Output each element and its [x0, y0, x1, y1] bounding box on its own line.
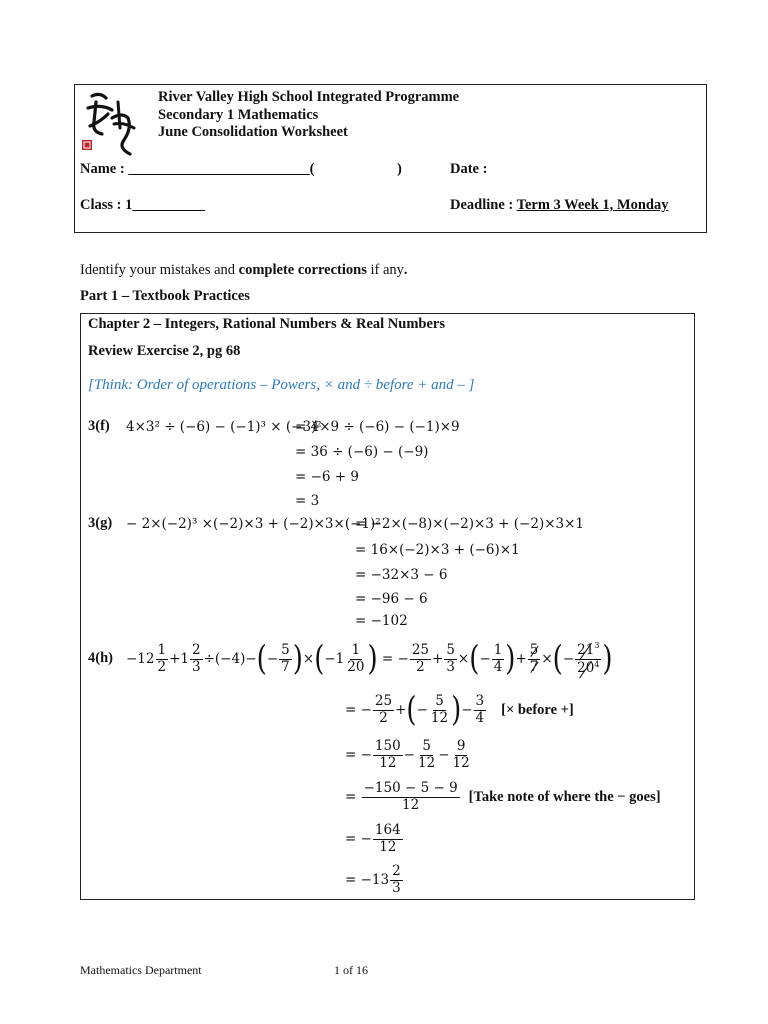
page-number: 1 of 16 — [334, 963, 368, 977]
q3g-step-2: = 16×(−2)×3 + (−6)×1 — [355, 542, 520, 558]
deadline-label-text: Deadline : — [450, 197, 514, 213]
question-3f-label: 3(f) — [88, 418, 110, 434]
footer-department: Mathematics Department — [80, 963, 202, 977]
subject-level: Secondary 1 Mathematics — [158, 107, 319, 123]
q4h-step-4: = − $\frac{164}{12}$ — [345, 821, 401, 855]
q3g-step-4: = −96 − 6 — [355, 591, 428, 607]
q4h-step-1: = − $\frac{25}{2}$ + ( − $\frac{5}{12}$ ) − $\frac{3}{4}$ [× before +] — [345, 690, 574, 730]
instructions-period: . — [403, 262, 408, 278]
deadline-label — [450, 197, 668, 214]
q3f-step-3: = −6 + 9 — [295, 469, 359, 485]
q3g-step-1: = −2×(−8)×(−2)×3 + (−2)×3×1 — [355, 516, 585, 532]
instructions-emphasis: complete corrections — [238, 262, 367, 278]
q4h-step-2: = − $\frac{150}{12}$ − $\frac{5}{12}$ − $\frac{9}{12}$ — [345, 737, 470, 771]
instructions — [80, 262, 408, 279]
q3f-expression: 4×3² ÷ (−6) − (−1)³ × (−3)² — [126, 419, 322, 435]
q3f-step-4: = 3 — [295, 493, 320, 509]
think-hint: [Think: Order of operations – Powers, × and ÷ before + and – ] — [88, 377, 475, 393]
q3f-step-1: = 4×9 ÷ (−6) − (−1)×9 — [295, 419, 460, 435]
q3f-step-2: = 36 ÷ (−6) − (−9) — [295, 444, 429, 460]
question-3g-label: 3(g) — [88, 515, 113, 531]
worksheet-title: June Consolidation Worksheet — [158, 124, 348, 140]
instructions-text-1: Identify your mistakes and — [80, 262, 239, 278]
name-field-close: ) — [397, 161, 402, 177]
q3g-step-3: = −32×3 − 6 — [355, 567, 448, 583]
date-field[interactable]: Date : — [450, 161, 488, 177]
chapter-title: Chapter 2 – Integers, Rational Numbers & Real Numbers — [88, 316, 445, 332]
school-name: River Valley High School Integrated Programme — [158, 89, 460, 105]
q4h-step-5: = −13 $\frac{2}{3}$ — [345, 862, 401, 896]
q3g-expression: − 2×(−2)³ ×(−2)×3 + (−2)×3×(−1)² — [126, 516, 381, 532]
deadline-value: Term 3 Week 1, Monday — [516, 197, 669, 213]
q4h-expression: −12 $\frac{1}{2}$ +1 $\frac{2}{3}$ ÷(−4)− ( − $\frac{5}{7}$ ) × ( −1 $\frac{1}{20}$ ) = − $\frac{25}{2}$ + $\frac{5}{3}$ × ( − $\frac{1}{4}$ ) + $\frac{5}{7}$ × ( − $\frac{21^3}{20^4}$ ) — [126, 639, 613, 679]
exercise-title: Review Exercise 2, pg 68 — [88, 343, 241, 359]
instructions-text-2: if any — [366, 262, 404, 278]
q4h-step-3: = $\frac{-150 - 5 - 9}{12}$ [Take note of where the − goes] — [345, 779, 661, 813]
q3g-step-5: = −102 — [355, 613, 408, 629]
part-title: Part 1 – Textbook Practices — [80, 288, 250, 304]
question-4h-label: 4(h) — [88, 650, 113, 666]
q4h-note-sign: [Take note of where the − goes] — [468, 788, 661, 805]
name-field[interactable]: Name : _________________________( — [80, 161, 315, 177]
class-field[interactable]: Class : 1__________ — [80, 197, 205, 213]
q4h-note-multiply-first: [× before +] — [501, 701, 574, 718]
school-logo-icon — [78, 88, 142, 160]
